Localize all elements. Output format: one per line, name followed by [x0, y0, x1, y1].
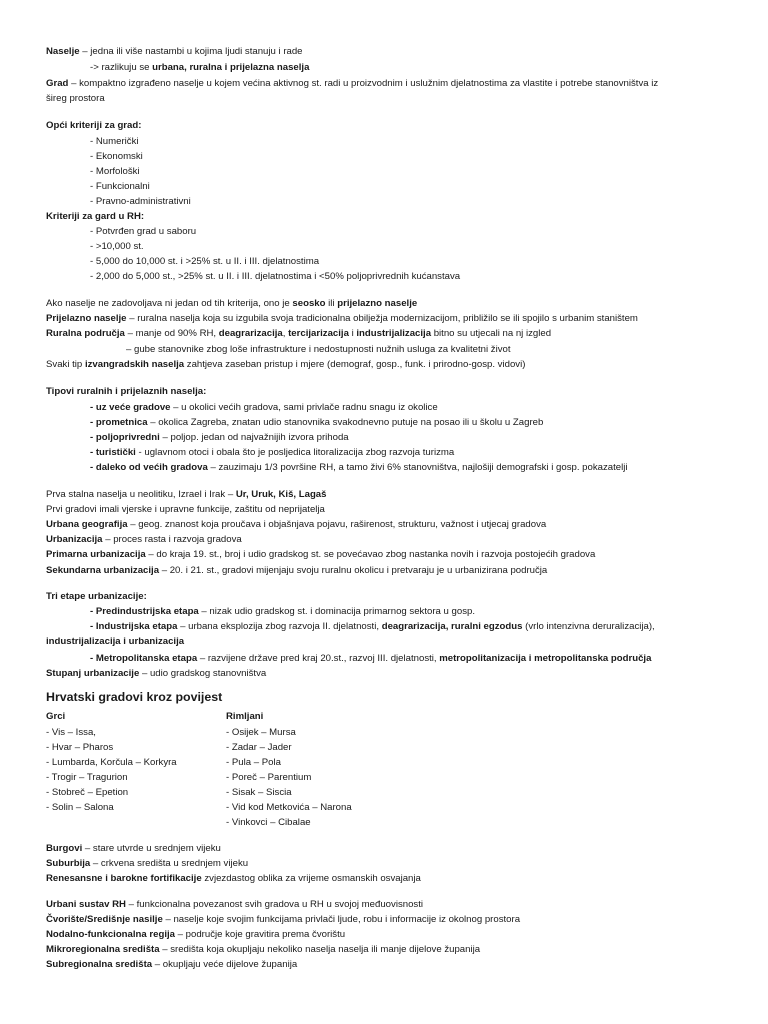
grci-label: Grci: [46, 711, 66, 722]
list-item: - Osijek – Mursa: [226, 727, 296, 738]
list-item: - Pula – Pola: [226, 757, 281, 768]
definition-line: Nodalno-funkcionalna regija – područje koje gravitira prema čvorištu: [46, 929, 346, 940]
svaki-tip-line: Svaki tip izvangradskih naselja zahtjeva zaseban pristup i mjere (demograf, gosp., funk. i prirodno-gosp. vidovi): [46, 359, 526, 370]
list-item: - Vis – Issa,: [46, 727, 96, 738]
list-item: - Stobreč – Epetion: [46, 787, 129, 798]
definition-line: Urbani sustav RH – funkcionalna povezanost svih gradova u RH u svojoj međuovisnosti: [46, 899, 424, 910]
list-item: - Hvar – Pharos: [46, 742, 114, 753]
ruralna-definition: Ruralna područja – manje od 90% RH, deagrarizacija, tercijarizacija i industrijalizacija bitno su utjecali na nj izgled: [46, 328, 552, 339]
list-item: - Industrijska etapa – urbana eksplozija zbog razvoja II. djelatnosti, deagrarizacija, ruralni egzodus (vrlo intenzivna deruralizacija),: [90, 621, 655, 632]
list-item: - >10,000 st.: [90, 241, 144, 252]
definition-line: Čvorište/Središnje nasilje – naselje koje svojim funkcijama privlači ljude, robu i informacije iz okolnog prostora: [46, 914, 521, 925]
definition-line: Urbana geografija – geog. znanost koja proučava i objašnjava pojavu, raširenost, strukturu, važnost i utjecaj gradova: [46, 519, 547, 530]
list-item: - Funkcionalni: [90, 181, 150, 192]
list-item: - 2,000 do 5,000 st., >25% st. u II. i III. djelatnostima i <50% poljoprivrednih kućanstava: [90, 271, 461, 282]
list-item: - poljoprivredni – poljop. jedan od najvažnijih izvora prihoda: [90, 432, 349, 443]
term: Naselje: [46, 46, 80, 57]
list-item: - Vinkovci – Cibalae: [226, 817, 311, 828]
list-item: - prometnica – okolica Zagreba, znatan udio stanovnika svakodnevno putuje na posao ili u školu u Zagreb: [90, 417, 544, 428]
definition-line: Primarna urbanizacija – do kraja 19. st., broj i udio gradskog st. se povećavao zbog nastanka novih i razvoja postojećih gradova: [46, 549, 596, 560]
list-item-cont: industrijalizacija i urbanizacija: [46, 636, 185, 647]
list-item: - turistički - uglavnom otoci i obala što je posljedica litoralizacija zbog razvoja turizma: [90, 447, 455, 458]
prijelazno-definition: Prijelazno naselje – ruralna naselja koja su izgubila svoja tradicionalna obilježja modernizacijom, približilo se ili spojilo s urbanim staništem: [46, 313, 638, 324]
definition-line: Subregionalna središta – okupljaju veće dijelove županija: [46, 959, 298, 970]
tipovi-heading: Tipovi ruralnih i prijelaznih naselja:: [46, 386, 207, 397]
list-item: - Vid kod Metkovića – Narona: [226, 802, 352, 813]
list-item: - Morfološki: [90, 166, 140, 177]
list-item: - Pravno-administrativni: [90, 196, 191, 207]
naselje-definition: Naselje – jedna ili više nastambi u kojima ljudi stanuju i rade: [46, 46, 303, 57]
list-item: - Sisak – Siscia: [226, 787, 292, 798]
list-item: - Predindustrijska etapa – nizak udio gradskog st. i dominacija primarnog sektora u gosp.: [90, 606, 475, 617]
kriteriji-rh-heading: Kriteriji za gard u RH:: [46, 211, 145, 222]
opci-kriteriji-heading: Opći kriteriji za grad:: [46, 120, 142, 131]
naselje-types: -> razlikuju se urbana, ruralna i prijelazna naselja: [90, 62, 310, 73]
list-item: - Potvrđen grad u saboru: [90, 226, 197, 237]
definition-line: Suburbija – crkvena središta u srednjem vijeku: [46, 858, 249, 869]
list-item: - Ekonomski: [90, 151, 143, 162]
list-item: - uz veće gradove – u okolici većih gradova, sami privlače radnu snagu iz okolice: [90, 402, 438, 413]
grad-definition: Grad – kompaktno izgrađeno naselje u kojem većina aktivnog st. radi u proizvodnim i uslužnim djelatnostima za vlastite i potrebe stanovništva iz: [46, 78, 659, 89]
term: Grad: [46, 78, 69, 89]
ako-naselje-line: Ako naselje ne zadovoljava ni jedan od tih kriterija, ono je seosko ili prijelazno naselje: [46, 298, 418, 309]
list-item: - Lumbarda, Korčula – Korkyra: [46, 757, 177, 768]
prvi-gradovi-line: Prvi gradovi imali vjerske i upravne funkcije, zaštitu od neprijatelja: [46, 504, 325, 515]
list-item: - Zadar – Jader: [226, 742, 292, 753]
list-item: - 5,000 do 10,000 st. i >25% st. u II. i III. djelatnostima: [90, 256, 320, 267]
list-item: - Numerički: [90, 136, 139, 147]
definition-line: Sekundarna urbanizacija – 20. i 21. st., gradovi mijenjaju svoju ruralnu okolicu i pretvaraju je u urbanizirana područja: [46, 565, 548, 576]
ruralna-definition-cont: – gube stanovnike zbog loše infrastrukture i nedostupnosti nužnih usluga za kvalitetni život: [126, 344, 511, 355]
list-item: - Solin – Salona: [46, 802, 114, 813]
section-heading: Hrvatski gradovi kroz povijest: [46, 690, 223, 704]
definition-line: Stupanj urbanizacije – udio gradskog stanovništva: [46, 668, 267, 679]
grad-definition-cont: šireg prostora: [46, 93, 105, 104]
definition-line: Renesansne i barokne fortifikacije zvjezdastog oblika za vrijeme osmanskih osvajanja: [46, 873, 421, 884]
list-item: - Metropolitanska etapa – razvijene države pred kraj 20.st., razvoj III. djelatnosti, metropolitanizacija i metropolitanska područja: [90, 653, 652, 664]
etape-heading: Tri etape urbanizacije:: [46, 591, 147, 602]
definition-line: Mikroregionalna središta – središta koja okupljaju nekoliko naselja naselja ili manje dijelove županija: [46, 944, 481, 955]
definition-line: Urbanizacija – proces rasta i razvoja gradova: [46, 534, 242, 545]
definition-line: Burgovi – stare utvrde u srednjem vijeku: [46, 843, 221, 854]
list-item: - Trogir – Tragurion: [46, 772, 128, 783]
list-item: - Poreč – Parentium: [226, 772, 312, 783]
rimljani-label: Rimljani: [226, 711, 264, 722]
list-item: - daleko od većih gradova – zauzimaju 1/3 površine RH, a tamo živi 6% stanovništva, najlošiji demografski i gosp. pokazatelji: [90, 462, 628, 473]
prva-naselja-line: Prva stalna naselja u neolitiku, Izrael i Irak – Ur, Uruk, Kiš, Lagaš: [46, 489, 327, 500]
